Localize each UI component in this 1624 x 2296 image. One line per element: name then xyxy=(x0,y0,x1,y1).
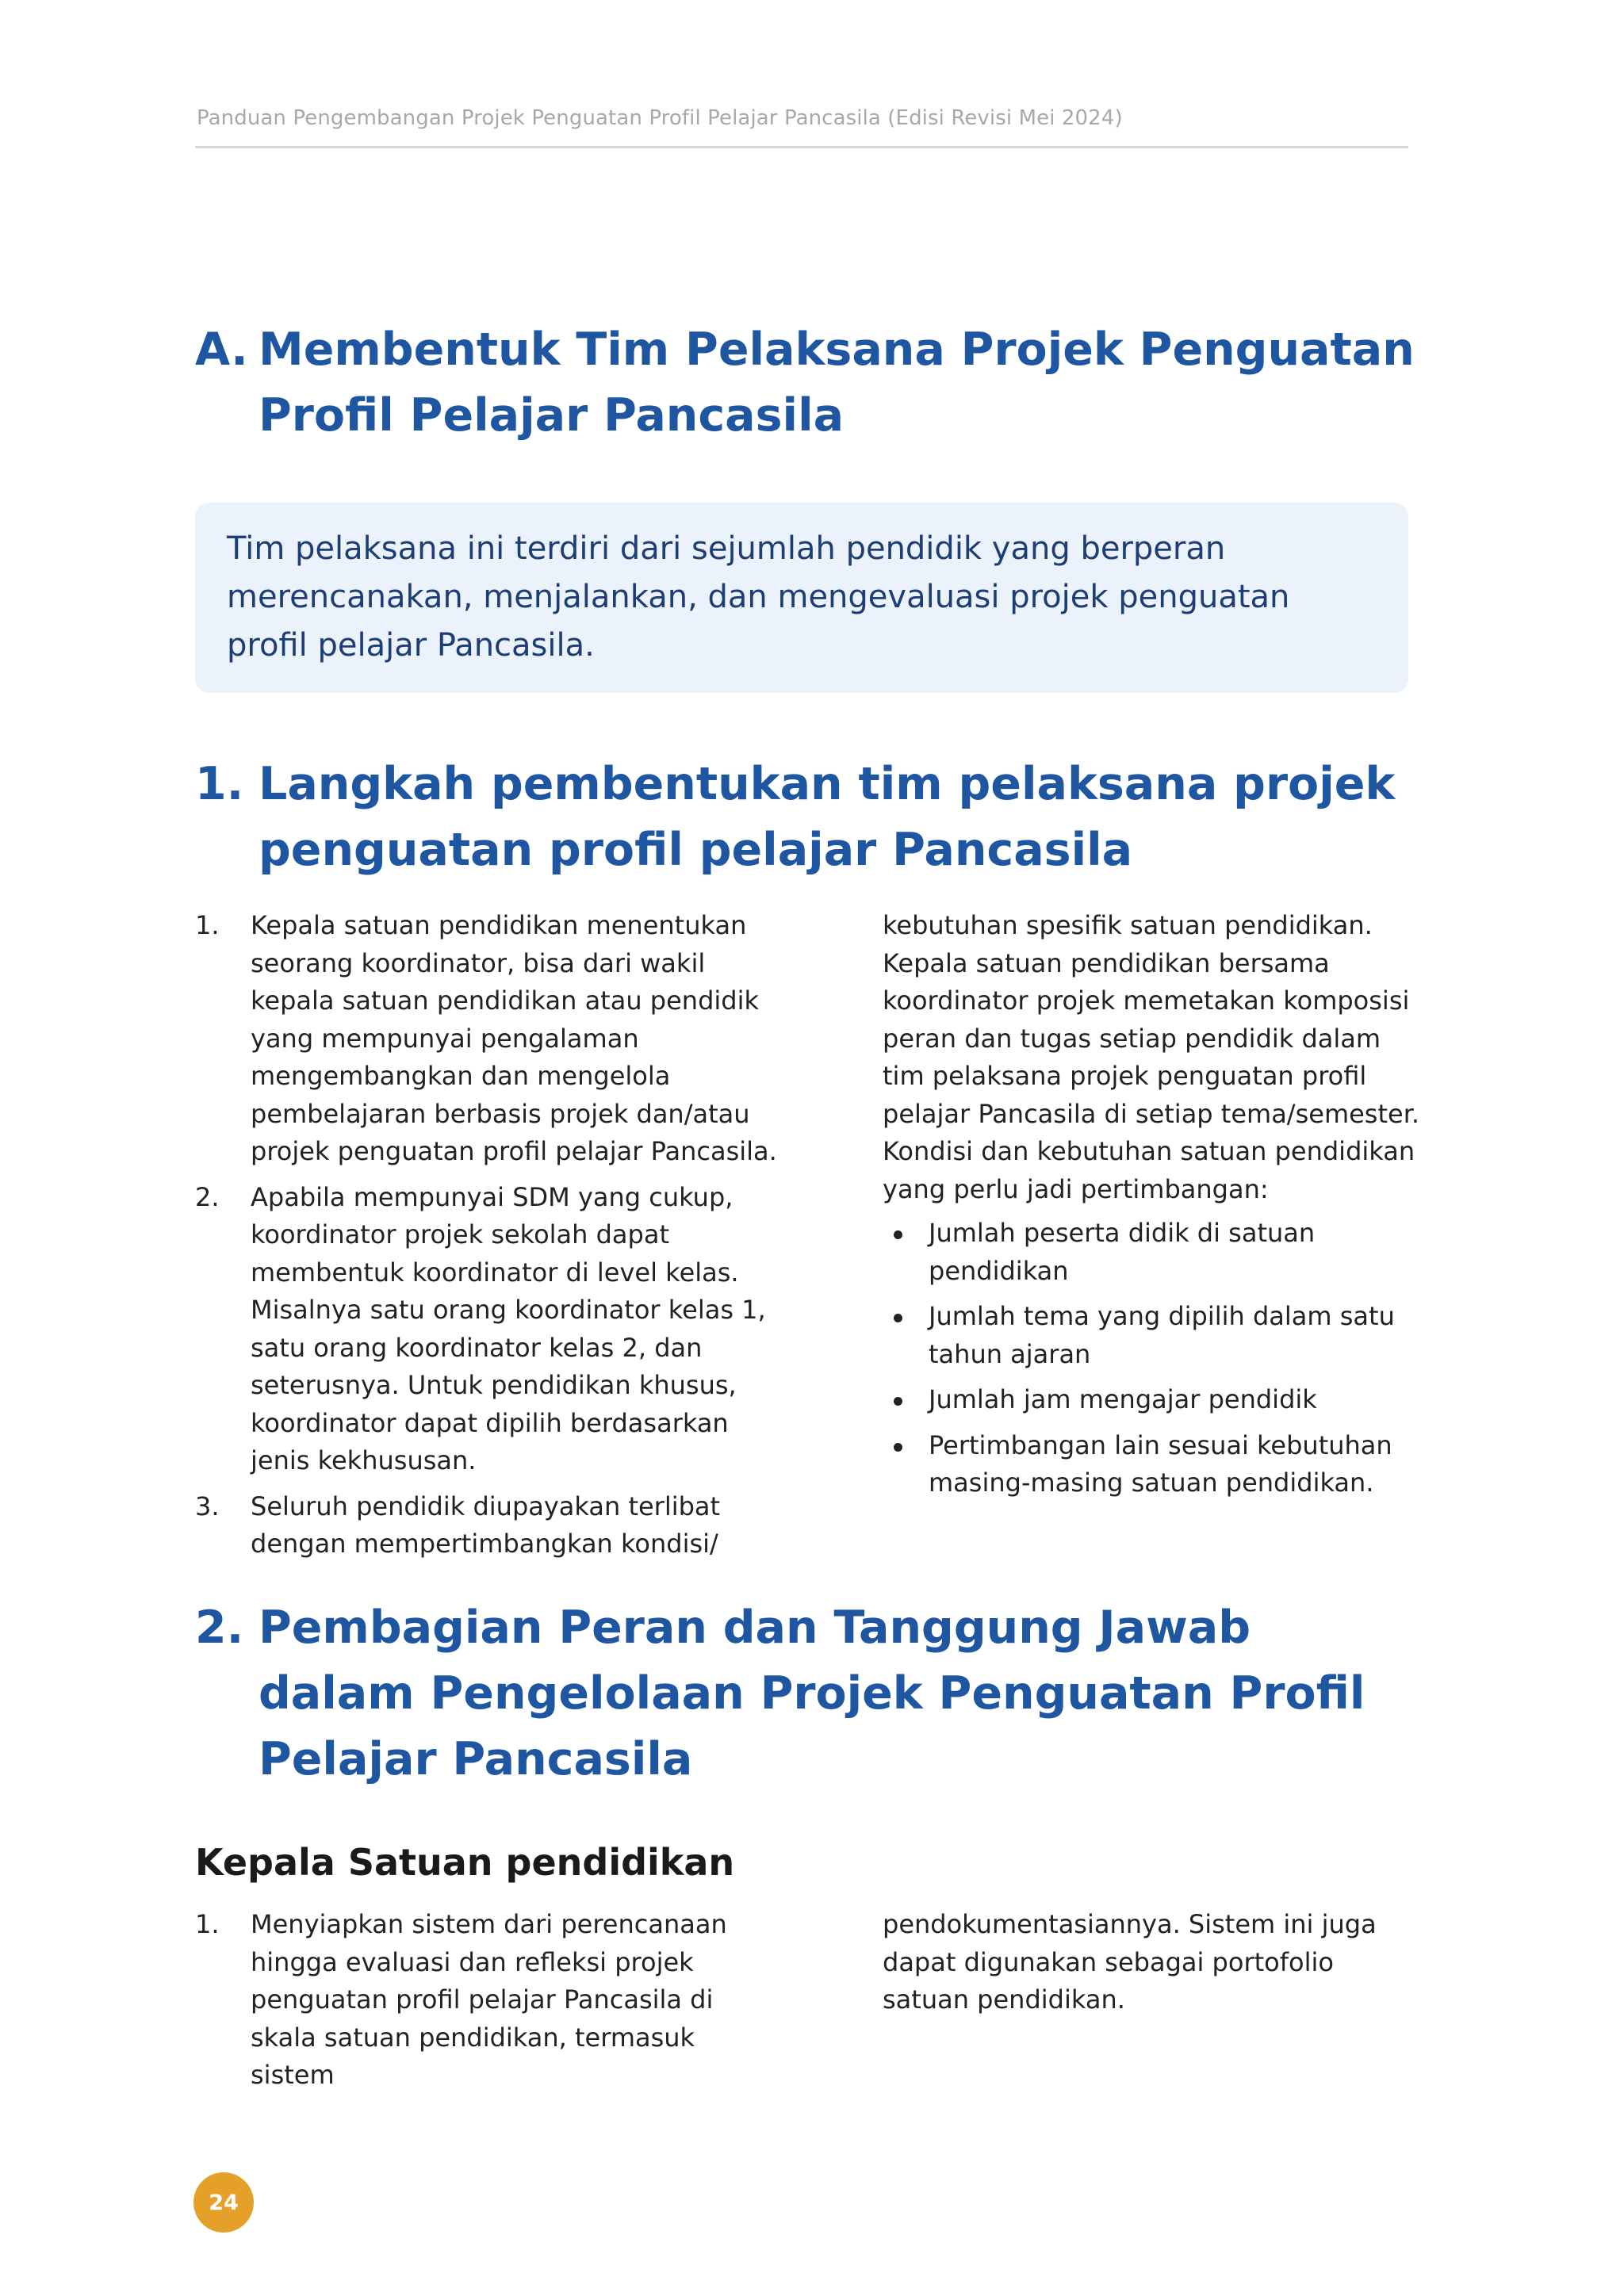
section-a-heading xyxy=(195,317,1416,449)
bullet-icon xyxy=(894,1443,902,1452)
intro-text: Tim pelaksana ini terdiri dari sejumlah pendidik yang berperan merencanakan, menjalankan, dan mengevaluasi projek penguatan profil pelajar Pancasila. xyxy=(227,530,1290,664)
bullet-icon xyxy=(894,1230,902,1239)
page-number-badge xyxy=(193,2172,254,2233)
section-1-right-column xyxy=(883,907,1422,1510)
section-2-title: Pembagian Peran dan Tanggung Jawab dalam Pengelolaan Projek Penguatan Profil Pelajar Pancasila xyxy=(259,1601,1365,1785)
list-item xyxy=(195,907,782,1171)
section-2-number: 2. xyxy=(195,1601,244,1654)
list-item-text: Seluruh pendidik diupayakan terlibat dengan mempertimbangkan kondisi/ xyxy=(251,1490,721,1559)
list-item-number: 2. xyxy=(195,1181,220,1212)
list-item-text: Menyiapkan sistem dari perencanaan hingga evaluasi dan refleksi projek penguatan profil pelajar Pancasila di skala satuan pendidikan, termasuk sistem xyxy=(251,1909,727,2090)
list-item-continuation: kebutuhan spesifik satuan pendidikan. Kepala satuan pendidikan bersama koordinator projek memetakan komposisi peran dan tugas setiap pendidik dalam tim pelaksana projek penguatan profil pelajar Pancasila di setiap tema/semester. Kondisi dan kebutuhan satuan pendidikan yang perlu jadi pertimbangan: xyxy=(883,910,1420,1204)
intro-callout xyxy=(195,503,1408,693)
list-item xyxy=(195,1906,782,2095)
section-1-number: 1. xyxy=(195,758,244,810)
list-item-number: 1. xyxy=(195,910,220,940)
bullet-icon xyxy=(894,1314,902,1322)
section-2-left-column xyxy=(195,1906,782,2103)
section-a-number: A. xyxy=(195,323,248,376)
bullet-text: Jumlah peserta didik di satuan pendidikan xyxy=(929,1218,1316,1286)
section-2-heading xyxy=(195,1595,1416,1793)
bullet-icon xyxy=(894,1397,902,1406)
section-1-title: Langkah pembentukan tim pelaksana projek penguatan profil pelajar Pancasila xyxy=(259,758,1396,876)
bullet-item xyxy=(883,1215,1422,1290)
responsibilities-list xyxy=(195,1906,782,2095)
bullet-text: Jumlah tema yang dipilih dalam satu tahun ajaran xyxy=(929,1301,1395,1369)
list-item-number: 1. xyxy=(195,1909,220,1939)
bullet-text: Pertimbangan lain sesuai kebutuhan masing-masing satuan pendidikan. xyxy=(929,1429,1392,1498)
list-item-text: Kepala satuan pendidikan menentukan seorang koordinator, bisa dari wakil kepala satuan pendidikan atau pendidik yang mempunyai pengalaman mengembangkan dan mengelola pembelajaran berbasis projek dan/atau projek penguatan profil pelajar Pancasila. xyxy=(251,910,777,1166)
steps-list xyxy=(195,907,782,1563)
list-item-text: Apabila mempunyai SDM yang cukup, koordinator projek sekolah dapat membentuk koordinator di level kelas. Misalnya satu orang koordinator kelas 1, satu orang koordinator kelas 2, dan seterusnya. Untuk pendidikan khusus, koordinator dapat dipilih berdasarkan jenis kekhususan. xyxy=(251,1181,766,1475)
page-number: 24 xyxy=(209,2190,239,2215)
section-2-right-column xyxy=(883,1906,1422,2019)
list-item xyxy=(195,1179,782,1480)
bullet-item xyxy=(883,1427,1422,1502)
subheading-kepala-satuan: Kepala Satuan pendidikan xyxy=(195,1841,735,1884)
considerations-list xyxy=(883,1215,1422,1502)
bullet-item xyxy=(883,1381,1422,1419)
section-a-title: Membentuk Tim Pelaksana Projek Penguatan Profil Pelajar Pancasila xyxy=(259,323,1415,442)
list-item-continuation: pendokumentasiannya. Sistem ini juga dapat digunakan sebagai portofolio satuan pendidikan. xyxy=(883,1909,1377,2015)
list-item xyxy=(195,1488,782,1563)
bullet-item xyxy=(883,1298,1422,1373)
header-divider xyxy=(195,146,1408,148)
list-item-number: 3. xyxy=(195,1490,220,1521)
section-1-left-column xyxy=(195,907,782,1571)
running-header: Panduan Pengembangan Projek Penguatan Profil Pelajar Pancasila (Edisi Revisi Mei 2024) xyxy=(197,106,1123,130)
bullet-text: Jumlah jam mengajar pendidik xyxy=(929,1384,1317,1414)
section-1-heading xyxy=(195,752,1416,883)
